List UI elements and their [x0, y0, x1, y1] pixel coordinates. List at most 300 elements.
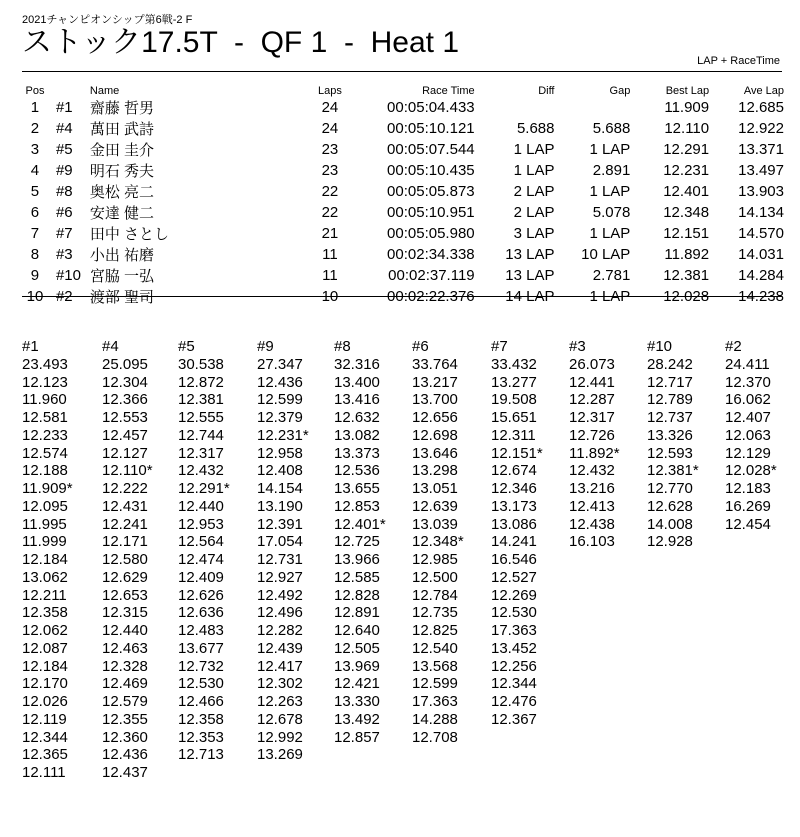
lap-time: 12.476	[491, 693, 537, 710]
lap-time: 12.062	[22, 622, 68, 639]
timing-mode-label: LAP + RaceTime	[697, 55, 780, 67]
lap-time: 12.365	[22, 746, 68, 764]
lap-time: 17.054	[257, 533, 303, 551]
lap-time: 13.646	[412, 444, 458, 462]
lap-time: 11.999	[22, 533, 67, 551]
result-laps: 11	[322, 267, 338, 284]
lap-time: 12.737	[647, 409, 693, 426]
lap-time: 12.381*	[647, 462, 699, 480]
lap-time: 12.640	[334, 622, 380, 639]
lap-time: 13.051	[412, 480, 458, 497]
col-header-number	[48, 83, 90, 97]
lap-time: 12.263	[257, 693, 303, 710]
result-ave-lap: 12.922	[738, 120, 784, 137]
lap-time: 12.574	[22, 444, 68, 462]
lap-time: 16.062	[725, 391, 771, 409]
result-car-number: #10	[55, 267, 81, 284]
result-race-time: 00:05:10.951	[387, 204, 475, 221]
lap-time: 12.540	[412, 639, 458, 657]
lap-time: 12.211	[22, 586, 67, 604]
lap-column	[257, 338, 309, 764]
lap-time: 12.555	[178, 409, 224, 426]
result-gap: 2.781	[592, 267, 631, 284]
lap-time: 25.095	[102, 355, 148, 373]
lap-time: 12.731	[257, 551, 303, 568]
result-laps: 10	[321, 288, 339, 305]
lap-time: 12.436	[102, 746, 148, 764]
lap-time: 12.678	[257, 710, 303, 728]
lap-time: 12.985	[412, 551, 458, 568]
lap-time: 12.454	[725, 515, 771, 533]
lap-time: 12.111	[22, 764, 66, 781]
result-pos: 5	[30, 183, 40, 200]
lap-time: 12.726	[569, 426, 615, 444]
lap-time: 13.568	[412, 657, 458, 675]
lap-time: 12.628	[647, 497, 693, 515]
result-driver-name: 渡部 聖司	[89, 289, 155, 306]
result-diff: 3 LAP	[513, 225, 555, 242]
lap-time: 11.909*	[22, 480, 73, 497]
lap-time: 12.466	[178, 693, 224, 710]
result-laps: 23	[321, 162, 339, 179]
lap-time: 13.173	[491, 497, 537, 515]
lap-column-car-number: #10	[647, 338, 673, 355]
lap-time: 12.421	[334, 675, 380, 693]
result-race-time: 00:05:10.121	[387, 120, 475, 137]
result-car-number: #9	[55, 162, 73, 179]
lap-time: 15.651	[491, 409, 537, 426]
lap-time: 32.316	[334, 355, 380, 373]
lap-time: 12.656	[412, 409, 458, 426]
table-row	[22, 223, 784, 244]
lap-time: 12.436	[257, 373, 303, 391]
lap-time: 12.927	[257, 568, 303, 586]
table-row	[22, 118, 784, 139]
lap-time: 12.348*	[412, 533, 464, 551]
result-laps: 11	[322, 246, 338, 263]
lap-time: 12.184	[22, 657, 68, 675]
result-pos: 7	[30, 225, 40, 242]
lap-time: 12.087	[22, 639, 68, 657]
lap-time: 12.457	[102, 426, 148, 444]
lap-time: 11.892*	[569, 444, 620, 462]
lap-time: 12.291*	[178, 480, 230, 497]
lap-time: 12.353	[178, 728, 224, 746]
lap-time: 12.129	[725, 444, 771, 462]
result-pos: 9	[30, 267, 40, 284]
lap-time: 13.655	[334, 480, 380, 497]
lap-time: 12.629	[102, 568, 148, 586]
table-row	[22, 202, 784, 223]
lap-time: 12.440	[102, 622, 148, 639]
result-best-lap: 11.892	[664, 246, 710, 263]
lap-time: 12.828	[334, 586, 380, 604]
result-car-number: #5	[55, 141, 73, 158]
result-pos: 3	[30, 141, 40, 158]
table-row	[22, 244, 784, 265]
result-laps: 24	[321, 99, 339, 116]
result-race-time: 00:02:22.376	[387, 288, 475, 305]
result-car-number: #4	[55, 120, 73, 137]
result-laps: 21	[321, 225, 339, 242]
result-driver-name: 明石 秀夫	[89, 163, 155, 180]
lap-time: 12.599	[257, 391, 303, 409]
result-laps: 23	[321, 141, 339, 158]
lap-time: 13.330	[334, 693, 380, 710]
lap-time: 12.474	[178, 551, 224, 568]
lap-time: 12.233	[22, 426, 68, 444]
result-car-number: #6	[55, 204, 73, 221]
lap-time: 12.381	[178, 391, 224, 409]
lap-time: 12.123	[22, 373, 68, 391]
result-driver-name: 奥松 亮二	[89, 184, 155, 201]
col-header-race-time: Race Time	[422, 85, 475, 97]
lap-time: 12.599	[412, 675, 458, 693]
lap-time: 12.026	[22, 693, 68, 710]
lap-time: 12.698	[412, 426, 458, 444]
result-diff: 2 LAP	[513, 183, 555, 200]
result-race-time: 00:02:37.119	[388, 267, 475, 284]
lap-time: 12.110*	[102, 462, 153, 480]
lap-time: 12.580	[102, 551, 148, 568]
lap-time: 12.505	[334, 639, 380, 657]
bottom-rule	[22, 296, 782, 297]
lap-time: 11.960	[22, 391, 67, 409]
lap-time: 14.288	[412, 710, 458, 728]
lap-time: 12.928	[647, 533, 693, 551]
lap-time: 12.653	[102, 586, 148, 604]
result-ave-lap: 14.284	[738, 267, 784, 284]
result-laps: 22	[321, 204, 339, 221]
result-best-lap: 12.401	[663, 183, 710, 200]
lap-time: 13.677	[178, 639, 224, 657]
lap-time: 12.825	[412, 622, 458, 639]
result-best-lap: 12.110	[664, 120, 710, 137]
lap-time: 12.344	[491, 675, 537, 693]
lap-time: 12.370	[725, 373, 771, 391]
lap-time: 12.119	[22, 710, 67, 728]
lap-time: 13.416	[334, 391, 380, 409]
table-row	[22, 265, 784, 286]
lap-time: 14.008	[647, 515, 693, 533]
lap-time: 12.441	[569, 373, 615, 391]
lap-time: 13.700	[412, 391, 458, 409]
lap-time: 12.269	[491, 586, 537, 604]
result-best-lap: 11.909	[664, 99, 710, 116]
result-driver-name: 安達 健二	[89, 205, 155, 222]
lap-time: 12.184	[22, 551, 68, 568]
lap-time: 12.151*	[491, 444, 543, 462]
lap-time: 13.217	[412, 373, 458, 391]
lap-time: 12.311	[491, 426, 536, 444]
lap-time: 12.439	[257, 639, 303, 657]
event-subtitle: 2021チャンピオンシップ第6戦-2 F	[22, 14, 193, 26]
lap-time: 12.171	[102, 533, 148, 551]
lap-column	[412, 338, 464, 746]
lap-time: 12.188	[22, 462, 68, 480]
lap-time: 12.735	[412, 604, 458, 622]
results-header-row	[22, 83, 784, 97]
col-header-name: Name	[89, 85, 120, 97]
lap-time: 11.995	[22, 515, 67, 533]
result-gap: 5.688	[592, 120, 631, 137]
result-ave-lap: 14.238	[738, 288, 784, 305]
lap-column	[102, 338, 153, 782]
result-best-lap: 12.291	[663, 141, 710, 158]
lap-column	[22, 338, 73, 782]
lap-time: 12.530	[178, 675, 224, 693]
lap-column	[491, 338, 543, 729]
lap-time: 12.636	[178, 604, 224, 622]
lap-time: 12.463	[102, 639, 148, 657]
lap-time: 13.452	[491, 639, 537, 657]
col-header-ave-lap: Ave Lap	[743, 85, 784, 97]
result-gap: 2.891	[592, 162, 631, 179]
lap-time: 12.593	[647, 444, 693, 462]
lap-time: 12.632	[334, 409, 380, 426]
lap-time: 12.891	[334, 604, 380, 622]
lap-time: 12.256	[491, 657, 537, 675]
result-driver-name: 宮脇 一弘	[89, 268, 155, 285]
lap-time: 12.674	[491, 462, 537, 480]
lap-time: 16.546	[491, 551, 537, 568]
result-driver-name: 萬田 武詩	[89, 121, 155, 138]
lap-time: 12.432	[178, 462, 224, 480]
lap-column-car-number: #8	[334, 338, 351, 355]
lap-time: 12.564	[178, 533, 224, 551]
lap-time: 12.408	[257, 462, 303, 480]
lap-column	[569, 338, 620, 551]
page-title: ストック17.5T - QF 1 - Heat 1	[22, 26, 460, 59]
lap-time: 28.242	[647, 355, 693, 373]
lap-column-car-number: #7	[491, 338, 508, 355]
lap-time: 12.500	[412, 568, 458, 586]
lap-time: 12.367	[491, 710, 537, 728]
lap-time: 12.355	[102, 710, 148, 728]
col-header-pos: Pos	[25, 85, 45, 97]
lap-time: 33.432	[491, 355, 537, 373]
lap-time: 33.764	[412, 355, 458, 373]
lap-column-car-number: #9	[257, 338, 274, 355]
lap-column	[178, 338, 230, 764]
result-diff: 13 LAP	[505, 267, 555, 284]
table-row	[22, 181, 784, 202]
lap-time: 14.154	[257, 480, 303, 497]
lap-time: 12.492	[257, 586, 303, 604]
result-race-time: 00:05:10.435	[387, 162, 475, 179]
lap-time: 12.231*	[257, 426, 309, 444]
result-diff: 2 LAP	[513, 204, 555, 221]
result-diff: 13 LAP	[505, 246, 555, 263]
result-pos: 1	[30, 99, 40, 116]
result-ave-lap: 14.134	[738, 204, 784, 221]
lap-time: 16.103	[569, 533, 615, 551]
lap-time: 14.241	[491, 533, 537, 551]
lap-time: 12.282	[257, 622, 303, 639]
lap-time: 12.496	[257, 604, 303, 622]
result-gap: 1 LAP	[589, 141, 631, 158]
lap-time: 12.095	[22, 497, 68, 515]
lap-time: 13.062	[22, 568, 68, 586]
result-race-time: 00:05:05.980	[387, 225, 475, 242]
lap-time: 24.411	[725, 355, 770, 373]
lap-time: 13.269	[257, 746, 303, 764]
lap-time: 12.483	[178, 622, 224, 639]
result-best-lap: 12.231	[663, 162, 710, 179]
lap-time: 12.287	[569, 391, 615, 409]
lap-time: 12.170	[22, 675, 68, 693]
lap-time: 12.344	[22, 728, 68, 746]
lap-time: 12.872	[178, 373, 224, 391]
result-car-number: #7	[55, 225, 73, 242]
lap-time: 12.553	[102, 409, 148, 426]
result-driver-name: 齋藤 哲男	[89, 100, 155, 117]
lap-column	[334, 338, 386, 746]
lap-time: 13.216	[569, 480, 615, 497]
lap-time: 12.063	[725, 426, 771, 444]
lap-time: 16.269	[725, 497, 771, 515]
result-race-time: 00:05:04.433	[387, 99, 475, 116]
lap-time: 13.082	[334, 426, 380, 444]
lap-time: 12.784	[412, 586, 458, 604]
result-pos: 2	[30, 120, 40, 137]
result-gap: 1 LAP	[589, 288, 631, 305]
result-ave-lap: 13.371	[738, 141, 784, 158]
lap-time: 12.527	[491, 568, 537, 586]
lap-time: 12.241	[102, 515, 148, 533]
lap-time: 12.328	[102, 657, 148, 675]
result-ave-lap: 13.903	[738, 183, 784, 200]
lap-time: 23.493	[22, 355, 68, 373]
lap-time: 12.579	[102, 693, 148, 710]
lap-time: 12.302	[257, 675, 303, 693]
result-gap: 1 LAP	[589, 183, 631, 200]
lap-column-car-number: #3	[569, 338, 586, 355]
lap-time: 26.073	[569, 355, 615, 373]
lap-time: 12.317	[178, 444, 224, 462]
result-ave-lap: 14.031	[738, 246, 784, 263]
result-gap: 5.078	[592, 204, 631, 221]
lap-time: 12.992	[257, 728, 303, 746]
lap-time: 13.969	[334, 657, 380, 675]
lap-time: 12.360	[102, 728, 148, 746]
lap-time: 12.409	[178, 568, 224, 586]
lap-time: 12.437	[102, 764, 148, 781]
result-diff: 14 LAP	[505, 288, 555, 305]
lap-time: 17.363	[412, 693, 458, 710]
lap-column	[647, 338, 699, 551]
lap-time: 12.391	[257, 515, 303, 533]
lap-time: 13.326	[647, 426, 693, 444]
result-race-time: 00:05:05.873	[387, 183, 475, 200]
result-race-time: 00:02:34.338	[387, 246, 475, 263]
lap-time: 12.713	[178, 746, 224, 764]
lap-time: 12.358	[22, 604, 68, 622]
lap-time: 12.530	[491, 604, 537, 622]
lap-time: 12.413	[569, 497, 615, 515]
lap-time: 12.401*	[334, 515, 386, 533]
results-table	[22, 83, 784, 307]
result-gap	[555, 97, 631, 118]
result-pos: 6	[30, 204, 40, 221]
result-best-lap: 12.151	[663, 225, 710, 242]
lap-time: 12.717	[647, 373, 693, 391]
lap-column-car-number: #6	[412, 338, 429, 355]
lap-time: 12.744	[178, 426, 224, 444]
result-best-lap: 12.348	[663, 204, 710, 221]
lap-time: 12.315	[102, 604, 148, 622]
result-pos: 10	[26, 288, 44, 305]
lap-time: 13.277	[491, 373, 537, 391]
lap-time: 13.492	[334, 710, 380, 728]
lap-time: 13.373	[334, 444, 380, 462]
lap-time: 12.222	[102, 480, 148, 497]
lap-time: 19.508	[491, 391, 537, 409]
table-row	[22, 139, 784, 160]
lap-time: 12.028*	[725, 462, 777, 480]
lap-time: 12.585	[334, 568, 380, 586]
lap-time: 12.732	[178, 657, 224, 675]
result-car-number: #1	[55, 99, 73, 116]
result-ave-lap: 13.497	[738, 162, 784, 179]
result-diff: 5.688	[516, 120, 555, 137]
lap-time: 12.431	[102, 497, 148, 515]
result-diff: 1 LAP	[513, 141, 555, 158]
lap-time: 13.966	[334, 551, 380, 568]
lap-time: 13.086	[491, 515, 537, 533]
lap-time: 13.190	[257, 497, 303, 515]
lap-time: 12.853	[334, 497, 380, 515]
lap-column-car-number: #5	[178, 338, 195, 355]
lap-time: 12.440	[178, 497, 224, 515]
lap-time: 12.417	[257, 657, 303, 675]
lap-time: 12.626	[178, 586, 224, 604]
top-rule	[22, 71, 782, 72]
result-pos: 8	[30, 246, 40, 263]
result-driver-name: 小出 祐磨	[89, 247, 155, 264]
result-car-number: #3	[55, 246, 73, 263]
table-row	[22, 97, 784, 118]
lap-time: 12.183	[725, 480, 771, 497]
result-best-lap: 12.381	[663, 267, 710, 284]
result-pos: 4	[30, 162, 40, 179]
result-race-time: 00:05:07.544	[387, 141, 475, 158]
lap-time: 12.432	[569, 462, 615, 480]
lap-column-car-number: #2	[725, 338, 742, 355]
col-header-best-lap: Best Lap	[665, 85, 710, 97]
lap-time: 30.538	[178, 355, 224, 373]
result-best-lap: 12.028	[663, 288, 710, 305]
result-diff: 1 LAP	[513, 162, 555, 179]
result-car-number: #2	[55, 288, 73, 305]
lap-column-car-number: #1	[22, 338, 39, 355]
lap-time: 12.581	[22, 409, 68, 426]
col-header-gap: Gap	[609, 85, 631, 97]
lap-time: 12.469	[102, 675, 148, 693]
lap-time: 12.127	[102, 444, 148, 462]
lap-column	[725, 338, 777, 533]
lap-time: 13.039	[412, 515, 458, 533]
lap-time: 27.347	[257, 355, 303, 373]
lap-column-car-number: #4	[102, 338, 119, 355]
result-driver-name: 金田 圭介	[89, 142, 155, 159]
result-ave-lap: 14.570	[738, 225, 784, 242]
lap-time: 12.958	[257, 444, 303, 462]
lap-time: 12.725	[334, 533, 380, 551]
result-laps: 24	[321, 120, 339, 137]
lap-time: 13.400	[334, 373, 380, 391]
lap-time: 12.407	[725, 409, 771, 426]
